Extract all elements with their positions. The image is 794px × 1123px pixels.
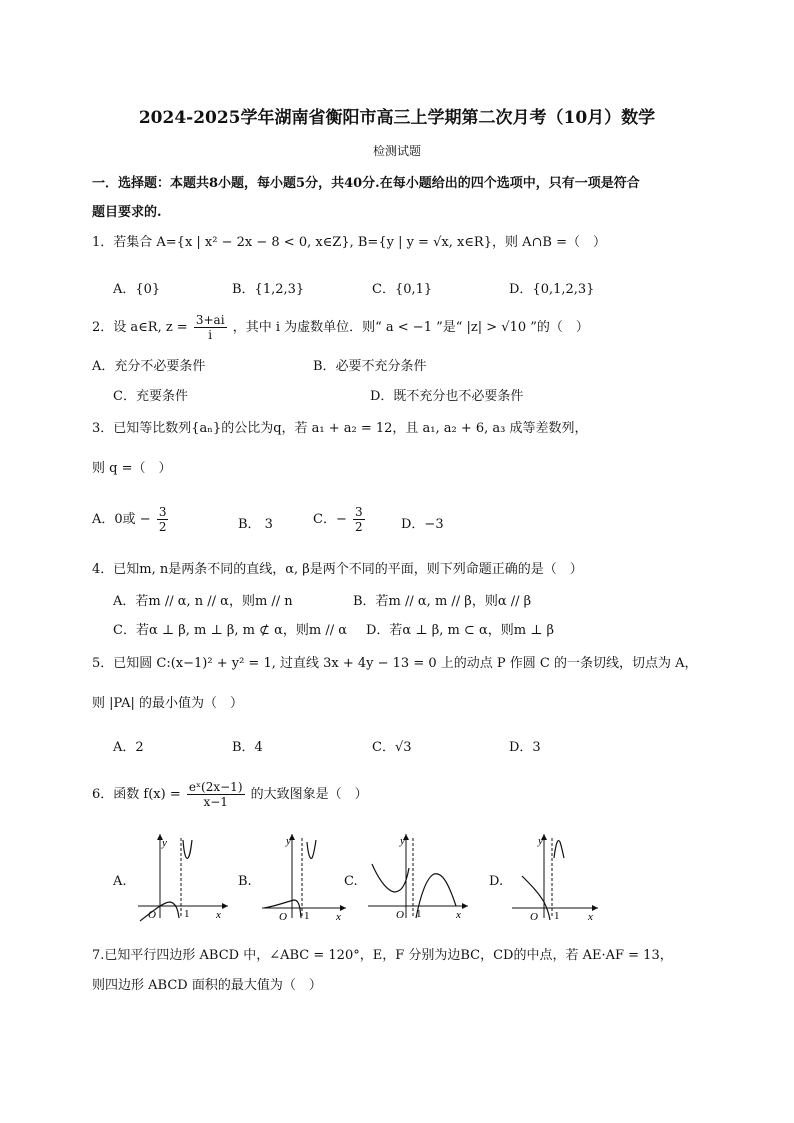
q5-option-d: D．3 xyxy=(509,740,541,755)
q6-graph-a-tick: 1 xyxy=(184,908,190,920)
q6-graph-c-y-label: y xyxy=(400,835,405,847)
q2-option-b: B．必要不充分条件 xyxy=(313,359,427,374)
q1-stem: 1．若集合 A={x | x² − 2x − 8 < 0, x∈Z}, B={y | y = √x, x∈R}，则 A∩B =（ ） xyxy=(92,235,606,250)
q6-graph-d xyxy=(508,828,602,922)
q1-option-d: D．{0,1,2,3} xyxy=(509,282,595,297)
q7-stem-line2: 则四边形 ABCD 面积的最大值为（ ） xyxy=(92,978,322,993)
q2-stem-post: ，其中 i 为虚数单位．则“ a < −1 ”是“ |z| > √10 ”的（ ） xyxy=(232,320,589,335)
q3-option-a-denominator: 2 xyxy=(158,520,167,534)
q1-option-a: A．{0} xyxy=(113,282,161,297)
q6-graph-b-x-label: x xyxy=(336,911,341,922)
q6-fraction-denominator: x−1 xyxy=(203,795,228,809)
q6-graph-d-tick: 1 xyxy=(554,910,560,922)
q1-option-c: C．{0,1} xyxy=(372,282,433,297)
q6-graph-a-y-label: y xyxy=(162,837,167,849)
section-heading-line1: 一．选择题：本题共8小题，每小题5分，共40分.在每小题给出的四个选项中，只有一项是符合 xyxy=(92,176,640,191)
q2-fraction xyxy=(194,313,227,342)
q6-graph-d-origin: O xyxy=(530,911,538,922)
q6-option-a-label: A. xyxy=(113,874,127,889)
q6-option-d-label: D. xyxy=(489,874,504,889)
q3-option-c-denominator: 2 xyxy=(354,520,363,534)
q3-option-a xyxy=(92,505,170,534)
q3-option-c-pre: C．− xyxy=(313,512,347,527)
page-title: 2024-2025学年湖南省衡阳市高三上学期第二次月考（10月）数学 xyxy=(138,108,656,128)
q3-option-b: B． 3 xyxy=(238,517,273,532)
q2-option-a: A．充分不必要条件 xyxy=(92,359,206,374)
q6-graph-a-x-label: x xyxy=(216,909,221,921)
q5-option-b: B．4 xyxy=(232,740,263,755)
q4-option-d: D．若α ⊥ β, m ⊂ α，则m ⊥ β xyxy=(366,623,555,638)
q2-stem xyxy=(92,313,589,342)
q6-graph-b-origin: O xyxy=(279,911,287,922)
section-heading-line2: 题目要求的. xyxy=(92,205,162,220)
q3-option-a-numerator: 3 xyxy=(158,505,167,519)
q6-graph-b xyxy=(258,828,350,922)
q4-option-a: A．若m // α, n // α，则m // n xyxy=(113,594,293,609)
q2-option-d: D．既不充分也不必要条件 xyxy=(370,389,524,404)
q5-option-c: C．√3 xyxy=(372,740,412,755)
q3-stem-line2: 则 q =（ ） xyxy=(92,461,172,476)
q4-stem: 4．已知m, n是两条不同的直线，α, β是两个不同的平面，则下列命题正确的是（ ） xyxy=(92,562,583,577)
q4-option-c: C．若α ⊥ β, m ⊥ β, m ⊄ α，则m // α xyxy=(113,623,347,638)
q2-fraction-denominator: i xyxy=(208,328,213,342)
q6-graph-b-tick: 1 xyxy=(304,910,310,922)
q1-option-b: B．{1,2,3} xyxy=(232,282,305,297)
q6-graph-c-x-label: x xyxy=(456,909,461,921)
q3-option-c xyxy=(313,505,367,534)
q3-stem-line1: 3．已知等比数列{aₙ}的公比为q，若 a₁ + a₂ = 12，且 a₁, a₂ + 6, a₃ 成等差数列， xyxy=(92,421,588,436)
q6-option-c-label: C. xyxy=(344,874,358,889)
q6-stem xyxy=(92,780,368,809)
q5-option-a: A．2 xyxy=(113,740,144,755)
q6-graph-d-y-label: y xyxy=(538,835,543,847)
q6-option-b-label: B. xyxy=(238,874,252,889)
q7-stem-line1: 7.已知平行四边形 ABCD 中，∠ABC = 120°，E，F 分别为边BC，CD的中点，若 AE·AF = 13， xyxy=(92,948,673,963)
q6-graph-c-tick: 1 xyxy=(416,908,422,920)
q6-graph-a xyxy=(132,828,232,922)
q6-graph-c-origin: O xyxy=(396,909,404,921)
q4-option-b: B．若m // α, m // β，则α // β xyxy=(353,594,532,609)
q6-graph-c xyxy=(364,828,472,922)
q3-option-a-fraction xyxy=(157,505,169,534)
q6-fraction-numerator: eˣ(2x−1) xyxy=(188,780,243,794)
q3-option-d: D．−3 xyxy=(401,517,444,532)
q6-graph-d-x-label: x xyxy=(588,911,593,922)
q3-option-c-fraction xyxy=(353,505,365,534)
q6-graph-a-origin: O xyxy=(148,909,156,921)
q6-stem-post: 的大致图象是（ ） xyxy=(250,787,368,802)
q3-option-c-numerator: 3 xyxy=(354,505,363,519)
q3-option-a-pre: A．0或 − xyxy=(92,512,151,527)
q6-stem-pre: 6．函数 f(x) = xyxy=(92,787,181,802)
q5-stem-line2: 则 |PA| 的最小值为（ ） xyxy=(92,696,243,711)
q2-fraction-numerator: 3+ai xyxy=(195,313,225,327)
q6-fraction xyxy=(187,780,245,809)
q2-option-c: C．充要条件 xyxy=(113,389,188,404)
q2-stem-pre: 2．设 a∈R, z = xyxy=(92,320,188,335)
q5-stem-line1: 5．已知圆 C:(x−1)² + y² = 1, 过直线 3x + 4y − 13 = 0 上的动点 P 作圆 C 的一条切线，切点为 A， xyxy=(92,656,698,671)
q6-graph-b-y-label: y xyxy=(286,835,291,847)
page-subtitle: 检测试题 xyxy=(372,144,421,158)
